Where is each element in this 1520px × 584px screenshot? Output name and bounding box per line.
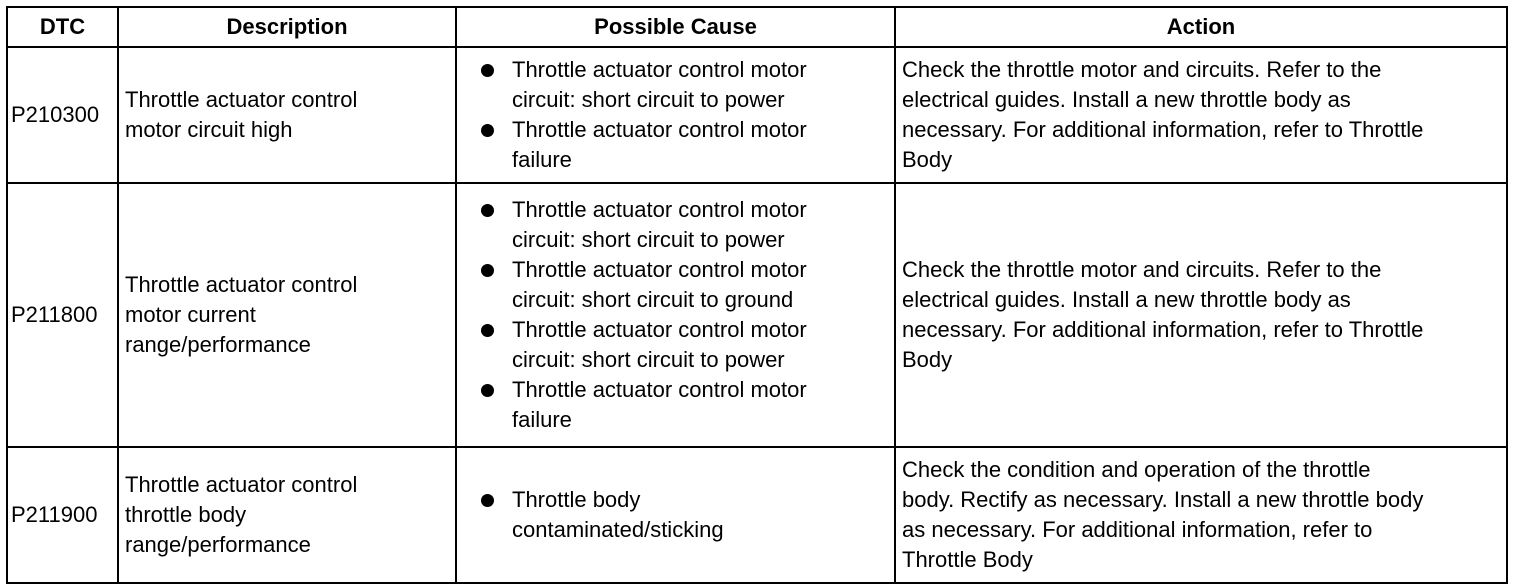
cause-line: Throttle actuator control motor (512, 197, 807, 222)
cause-line: Throttle actuator control motor (512, 57, 807, 82)
description-line: Throttle actuator control (125, 472, 358, 497)
description-cell (118, 47, 456, 183)
action-line: Check the throttle motor and circuits. Refer to the (902, 57, 1382, 82)
cause-line: contaminated/sticking (512, 517, 724, 542)
header-dtc: DTC (7, 7, 118, 47)
possible-cause-cell (456, 47, 895, 183)
cause-line: circuit: short circuit to power (512, 227, 785, 252)
cause-item (463, 55, 888, 115)
action-line: as necessary. For additional information, refer to (902, 517, 1373, 542)
dtc-table (6, 6, 1508, 584)
cause-line: circuit: short circuit to power (512, 347, 785, 372)
description-cell (118, 447, 456, 583)
header-action: Action (895, 7, 1507, 47)
action-line: electrical guides. Install a new throttle body as (902, 87, 1351, 112)
description-line: Throttle actuator control (125, 87, 358, 112)
bullet-icon (481, 204, 494, 217)
dtc-code (7, 183, 118, 447)
cause-line: Throttle actuator control motor (512, 377, 807, 402)
action-line: Check the throttle motor and circuits. Refer to the (902, 257, 1382, 282)
cause-line: circuit: short circuit to ground (512, 287, 794, 312)
dtc-code-text: P211900 (11, 502, 98, 527)
bullet-icon (481, 384, 494, 397)
cause-line: failure (512, 147, 572, 172)
possible-cause-cell (456, 183, 895, 447)
cause-line: failure (512, 407, 572, 432)
description-cell (118, 183, 456, 447)
header-description: Description (118, 7, 456, 47)
action-cell (895, 47, 1507, 183)
header-row (7, 7, 1507, 47)
table-row (7, 183, 1507, 447)
action-line: necessary. For additional information, refer to Throttle (902, 317, 1424, 342)
cause-item (463, 255, 888, 315)
dtc-code-text: P211800 (11, 302, 98, 327)
cause-line: Throttle actuator control motor (512, 257, 807, 282)
table-row (7, 47, 1507, 183)
description-line: Throttle actuator control (125, 272, 358, 297)
action-line: Body (902, 347, 953, 372)
action-line: body. Rectify as necessary. Install a new throttle body (902, 487, 1424, 512)
action-cell (895, 447, 1507, 583)
bullet-icon (481, 124, 494, 137)
cause-line: circuit: short circuit to power (512, 87, 785, 112)
action-line: Body (902, 147, 953, 172)
dtc-table-container (6, 6, 1506, 584)
dtc-code-text: P210300 (11, 102, 100, 127)
description-line: range/performance (125, 532, 311, 557)
action-line: electrical guides. Install a new throttle body as (902, 287, 1351, 312)
description-line: motor circuit high (125, 117, 293, 142)
cause-item (463, 115, 888, 175)
description-line: throttle body (125, 502, 247, 527)
header-possible-cause: Possible Cause (456, 7, 895, 47)
bullet-icon (481, 494, 494, 507)
cause-list (463, 195, 888, 435)
cause-item (463, 485, 888, 545)
cause-line: Throttle body (512, 487, 641, 512)
dtc-code (7, 47, 118, 183)
table-row (7, 447, 1507, 583)
cause-list (463, 485, 888, 545)
bullet-icon (481, 64, 494, 77)
cause-line: Throttle actuator control motor (512, 317, 807, 342)
cause-item (463, 375, 888, 435)
dtc-code (7, 447, 118, 583)
action-line: Throttle Body (902, 547, 1033, 572)
bullet-icon (481, 324, 494, 337)
description-line: range/performance (125, 332, 311, 357)
action-line: necessary. For additional information, refer to Throttle (902, 117, 1424, 142)
description-line: motor current (125, 302, 256, 327)
cause-list (463, 55, 888, 175)
action-cell (895, 183, 1507, 447)
bullet-icon (481, 264, 494, 277)
action-line: Check the condition and operation of the throttle (902, 457, 1371, 482)
cause-item (463, 315, 888, 375)
cause-item (463, 195, 888, 255)
possible-cause-cell (456, 447, 895, 583)
cause-line: Throttle actuator control motor (512, 117, 807, 142)
